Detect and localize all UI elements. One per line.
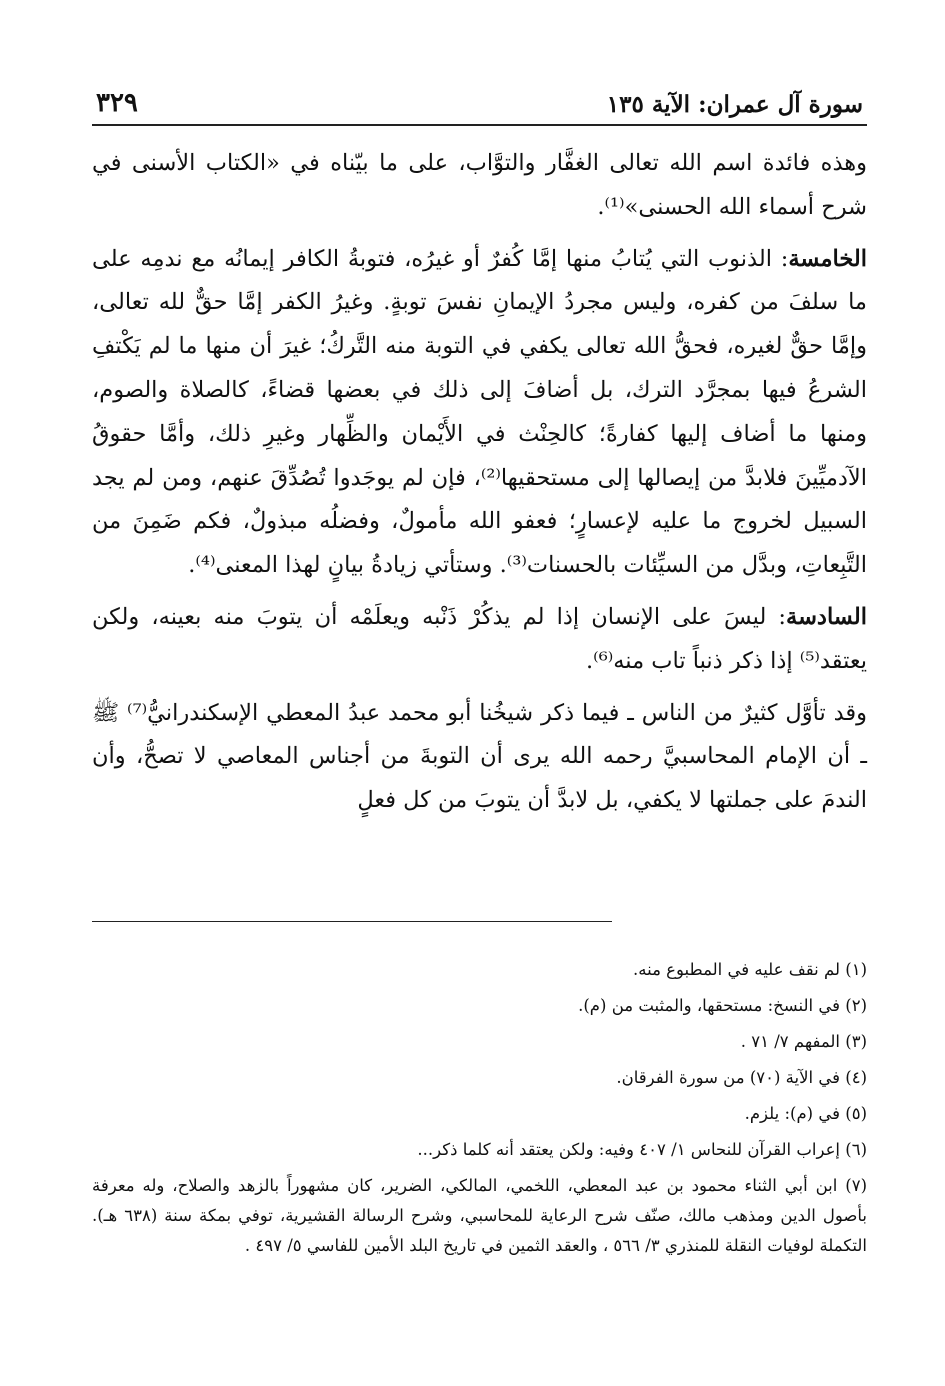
running-header (92, 78, 867, 126)
footnote: (٣) المفهم ٧/ ٧١ . (740, 1032, 867, 1051)
footnote: (٥) في (م): يلزم. (744, 1104, 867, 1123)
main-text (92, 142, 867, 823)
paragraph-text: وهذه فائدة اسم الله تعالى الغفَّار والتوَّاب، على ما بيّناه في «الكتاب الأسنى في شرح أسماء الله الحسنى»⁽¹⁾. (92, 150, 867, 220)
paragraph (92, 238, 867, 588)
paragraph-text: : الذنوب التي يُتابُ منها إمَّا كُفرٌ أو غيرُه، فتوبةُ الكافر إيمانُه مع ندمِه على ما سلفَ من كفره، وليس مجردُ الإيمانِ نفسَ توبةٍ. وغيرُ الكفر إمَّا حقٌّ لله تعالى، وإمَّا حقٌّ لغيره، فحقُّ الله تعالى يكفي في التوبة منه التَّركُ؛ غيرَ أن منها ما لم يَكْتفِ الشرعُ فيها بمجرَّد الترك، بل أضافَ إلى ذلك في بعضها قضاءً، كالصلاة والصوم، ومنها ما أضاف إليها كفارةً؛ كالحِنْث في الأَيْمان والظِّهار وغيرِ ذلك، وأمَّا حقوقُ الآدميِّينَ فلابدَّ من إيصالها إلى مستحقيها⁽²⁾، فإن لم يوجَدوا تُصُدِّقَ عنهم، ومن لم يجد السبيل لخروج ما عليه لإعسارٍ؛ فعفو الله مأمولٌ، وفضلُه مبذولٌ، فكم ضَمِنَ من التَّبِعاتِ، وبدَّل من السيِّئات بالحسنات⁽³⁾. وستأتي زيادةُ بيانٍ لهذا المعنى⁽⁴⁾. (92, 245, 867, 579)
paragraph-text: وقد تأوَّل كثيرٌ من الناس ـ فيما ذكر شيخُنا أبو محمد عبدُ المعطي الإسكندرانيُّ⁽⁷⁾ ﷺ ـ أن الإمام المحاسبيَّ رحمه الله يرى أن التوبةَ من أجناس المعاصي لا تصحُّ، وأن الندمَ على جملتها لا يكفي، بل لابدَّ أن يتوبَ من كل فعلٍ (92, 699, 868, 814)
footnote: (٦) إعراب القرآن للنحاس ١/ ٤٠٧ وفيه: ولكن يعتقد أنه كلما ذكر... (417, 1140, 867, 1159)
paragraph-text: : ليسَ على الإنسان إذا لم يذكُرْ ذَنْبه ويعلَمْه أن يتوبَ منه بعينه، ولكن يعتقد⁽⁵⁾ إذا ذكر ذنباً تاب منه⁽⁶⁾. (92, 603, 867, 674)
page (92, 78, 867, 831)
paragraph-lead: السادسة (786, 603, 867, 630)
footnote: (٤) في الآية (٧٠) من سورة الفرقان. (616, 1068, 867, 1087)
paragraph-lead: الخامسة (788, 245, 867, 272)
paragraph (92, 142, 867, 230)
footnote: (١) لم نقف عليه في المطبوع منه. (633, 960, 867, 979)
page-number: ٣٢٩ (96, 88, 138, 118)
footnote: (٧) ابن أبي الثناء محمود بن عبد المعطي، اللخمي، المالكي، الضرير، كان مشهوراً بالزهد والصلاح، وله معرفة بأصول الدين ومذهب مالك، صنّف شرح الرعاية للمحاسبي، وشرح الرسالة القشيرية، توفي بمكة سنة (٦٣٨ هـ). التكملة لوفيات النقلة للمنذري ٣/ ٥٦٦ ، والعقد الثمين في تاريخ البلد الأمين للفاسي ٥/ ٤٩٧ . (92, 1176, 867, 1255)
paragraph (92, 596, 867, 684)
surah-title: سورة آل عمران: الآية ١٣٥ (606, 91, 863, 118)
footnote: (٢) في النسخ: مستحقها، والمثبت من (م). (578, 996, 867, 1015)
footnotes (92, 955, 867, 1267)
paragraph (92, 692, 867, 823)
footnote-divider (92, 921, 612, 922)
